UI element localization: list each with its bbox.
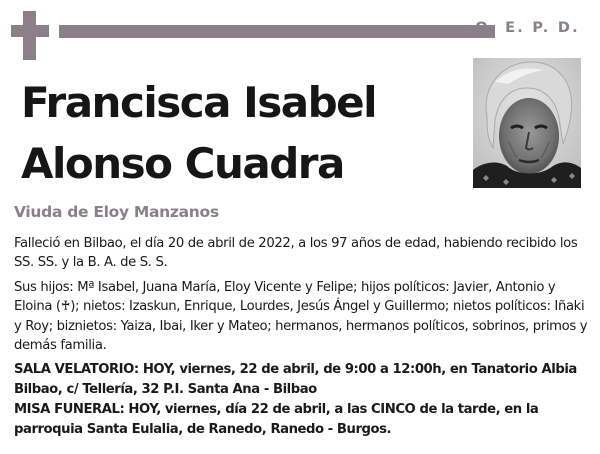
obituary-body xyxy=(14,234,590,439)
funeral-paragraph: MISA FUNERAL: HOY, viernes, día 22 de abril, a las CINCO de la tarde, en la parroquia Santa Eulalia, de Ranedo, Ranedo - Burgos. xyxy=(14,402,539,437)
family-text-part-1: Sus hijos: Mª Isabel, Juana María, Eloy Vicente y Felipe; hijos políticos: Javier, Antonio y Eloina ( xyxy=(14,279,556,315)
death-notice-paragraph: Falleció en Bilbao, el día 20 de abril de 2022, a los 97 años de edad, habiendo recibido los SS. SS. y la B. A. de S. S. xyxy=(14,236,578,271)
deceased-name-first-line: Francisca Isabel xyxy=(21,78,377,127)
small-cross-icon: ♰ xyxy=(60,299,71,315)
widow-subtitle: Viuda de Eloy Manzanos xyxy=(14,203,219,221)
qepd-label: Q. E. P. D. xyxy=(475,20,580,36)
family-text-part-2: ); nietos: Izaskun, Enrique, Lourdes, Jesús Ángel y Guillermo; nietos políticos: Iñaki y Roy; biznietos: Yaiza, Ibai, Iker y Mateo; hermanos, hermanos políticos, sobrinos, primos y demás familia. xyxy=(14,299,588,354)
family-paragraph xyxy=(14,278,590,356)
header-rule xyxy=(59,25,495,38)
deceased-portrait xyxy=(473,58,581,188)
wake-paragraph: SALA VELATORIO: HOY, viernes, 22 de abril, de 9:00 a 12:00h, en Tanatorio Albia Bilbao, c/ Tellería, 32 P.I. Santa Ana - Bilbao xyxy=(14,362,577,397)
deceased-name-second-line: Alonso Cuadra xyxy=(21,139,344,188)
latin-cross-icon xyxy=(11,11,49,60)
